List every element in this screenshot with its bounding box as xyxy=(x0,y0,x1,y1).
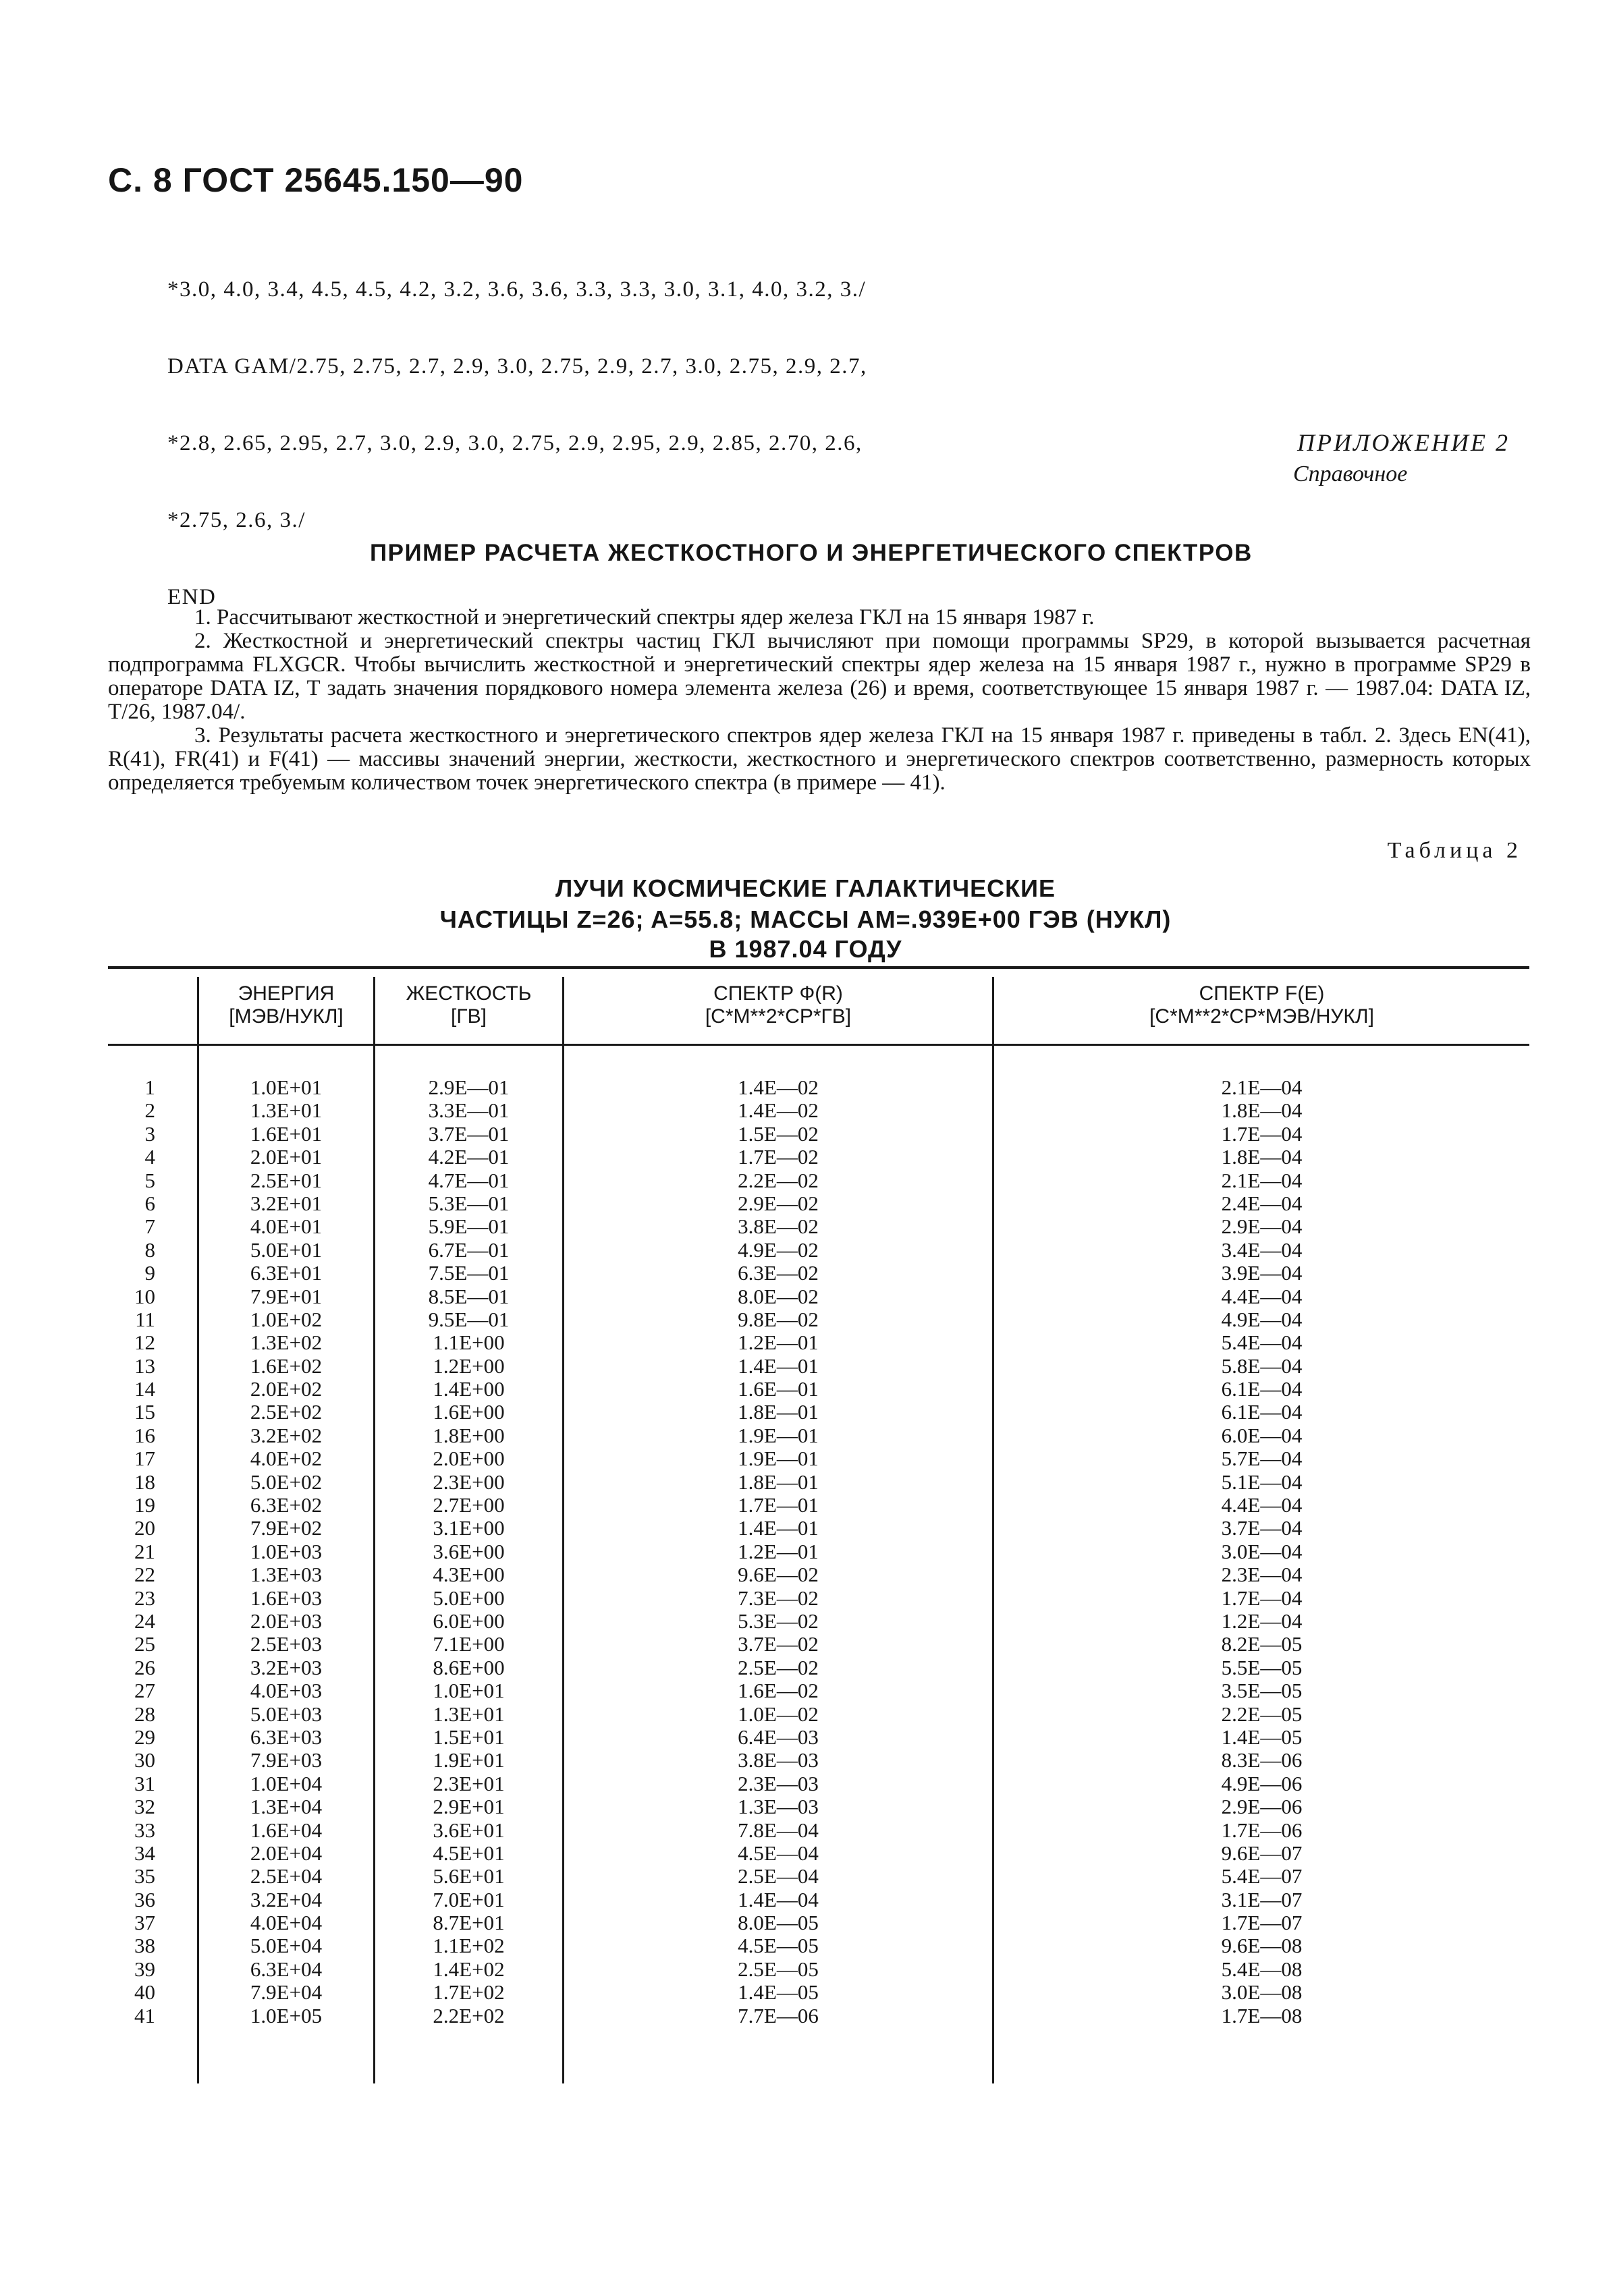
spectrum-e-cell: 2.1E—04 xyxy=(1221,1168,1303,1192)
energy-cell: 1.6E+02 xyxy=(250,1353,323,1378)
spectrum-r-cell: 1.2E—01 xyxy=(738,1331,819,1355)
spectrum-r-cell: 2.9E—02 xyxy=(738,1191,819,1215)
row-number-cell: 19 xyxy=(134,1493,155,1517)
column-spectrum-r xyxy=(564,1076,992,2027)
spectrum-e-cell: 6.1E—04 xyxy=(1221,1400,1303,1424)
rigidity-cell: 7.1E+00 xyxy=(433,1632,505,1656)
rigidity-cell: 3.6E+00 xyxy=(433,1539,505,1563)
page-header: С. 8 ГОСТ 25645.150—90 xyxy=(108,161,524,199)
table-top-rule xyxy=(108,966,1529,969)
energy-cell: 4.0E+04 xyxy=(250,1911,323,1935)
header-spectrum-r-title: СПЕКТР Ф(R) xyxy=(713,982,843,1005)
spectrum-e-cell: 4.4E—04 xyxy=(1221,1284,1303,1308)
row-number-cell: 3 xyxy=(144,1121,155,1146)
energy-cell: 5.0E+01 xyxy=(250,1237,323,1262)
energy-cell: 2.0E+03 xyxy=(250,1608,323,1633)
spectrum-e-cell: 3.1E—07 xyxy=(1221,1887,1303,1911)
table-label: Таблица 2 xyxy=(1387,838,1522,863)
spectrum-e-cell: 3.4E—04 xyxy=(1221,1237,1303,1262)
row-number-cell: 17 xyxy=(134,1447,155,1471)
code-line: *2.75, 2.6, 3./ xyxy=(167,508,306,532)
spectrum-r-cell: 1.9E—01 xyxy=(738,1423,819,1447)
appendix-subtitle: Справочное xyxy=(1293,461,1408,486)
row-number-cell: 24 xyxy=(134,1608,155,1633)
energy-cell: 2.5E+01 xyxy=(250,1168,323,1192)
rigidity-cell: 1.0E+01 xyxy=(433,1679,505,1703)
rigidity-cell: 1.4E+00 xyxy=(433,1377,505,1401)
energy-cell: 3.2E+03 xyxy=(250,1655,323,1679)
code-line: *2.8, 2.65, 2.95, 2.7, 3.0, 2.9, 3.0, 2.75, 2.9, 2.95, 2.9, 2.85, 2.70, 2.6, xyxy=(167,431,863,455)
spectrum-r-cell: 1.6E—01 xyxy=(738,1377,819,1401)
rigidity-cell: 1.4E+02 xyxy=(433,1957,505,1981)
row-number-cell: 27 xyxy=(134,1679,155,1703)
spectrum-r-cell: 1.8E—01 xyxy=(738,1400,819,1424)
spectrum-r-cell: 2.2E—02 xyxy=(738,1168,819,1192)
row-number-cell: 1 xyxy=(144,1075,155,1099)
header-spectrum-e-unit: [С*М**2*СР*МЭВ/НУКЛ] xyxy=(1149,1005,1374,1028)
energy-cell: 1.3E+03 xyxy=(250,1563,323,1587)
spectrum-r-cell: 8.0E—05 xyxy=(738,1911,819,1935)
rigidity-cell: 1.9E+01 xyxy=(433,1748,505,1772)
energy-cell: 1.0E+05 xyxy=(250,2003,323,2027)
energy-cell: 7.9E+02 xyxy=(250,1516,323,1540)
spectrum-r-cell: 2.5E—04 xyxy=(738,1864,819,1888)
energy-cell: 2.0E+01 xyxy=(250,1145,323,1169)
spectrum-e-cell: 1.7E—04 xyxy=(1221,1121,1303,1146)
rigidity-cell: 1.6E+00 xyxy=(433,1400,505,1424)
spectrum-e-cell: 9.6E—08 xyxy=(1221,1934,1303,1958)
spectrum-r-cell: 9.6E—02 xyxy=(738,1563,819,1587)
spectrum-e-cell: 5.1E—04 xyxy=(1221,1469,1303,1494)
column-energy xyxy=(199,1076,373,2027)
header-spectrum-e xyxy=(994,982,1529,1028)
energy-cell: 6.3E+04 xyxy=(250,1957,323,1981)
spectrum-e-cell: 5.4E—07 xyxy=(1221,1864,1303,1888)
energy-cell: 2.5E+03 xyxy=(250,1632,323,1656)
spectrum-r-cell: 7.7E—06 xyxy=(738,2003,819,2027)
spectrum-e-cell: 4.9E—04 xyxy=(1221,1307,1303,1331)
spectrum-e-cell: 2.1E—04 xyxy=(1221,1075,1303,1099)
spectrum-r-cell: 2.3E—03 xyxy=(738,1771,819,1795)
row-number-cell: 15 xyxy=(134,1400,155,1424)
row-number-cell: 2 xyxy=(144,1098,155,1123)
spectrum-e-cell: 2.2E—05 xyxy=(1221,1702,1303,1726)
spectrum-r-cell: 9.8E—02 xyxy=(738,1307,819,1331)
energy-cell: 7.9E+03 xyxy=(250,1748,323,1772)
spectrum-r-cell: 1.6E—02 xyxy=(738,1679,819,1703)
spectrum-e-cell: 8.2E—05 xyxy=(1221,1632,1303,1656)
row-number-cell: 8 xyxy=(144,1237,155,1262)
rigidity-cell: 5.6E+01 xyxy=(433,1864,505,1888)
spectrum-e-cell: 5.7E—04 xyxy=(1221,1447,1303,1471)
spectrum-e-cell: 5.8E—04 xyxy=(1221,1353,1303,1378)
energy-cell: 1.0E+04 xyxy=(250,1771,323,1795)
energy-cell: 4.0E+02 xyxy=(250,1447,323,1471)
spectrum-r-cell: 7.3E—02 xyxy=(738,1586,819,1610)
rigidity-cell: 2.7E+00 xyxy=(433,1493,505,1517)
row-number-cell: 16 xyxy=(134,1423,155,1447)
rigidity-cell: 3.6E+01 xyxy=(433,1818,505,1842)
energy-cell: 1.3E+01 xyxy=(250,1098,323,1123)
spectrum-e-cell: 1.4E—05 xyxy=(1221,1725,1303,1749)
energy-cell: 5.0E+02 xyxy=(250,1469,323,1494)
row-number-cell: 41 xyxy=(134,2003,155,2027)
row-number-cell: 6 xyxy=(144,1191,155,1215)
row-number-cell: 7 xyxy=(144,1214,155,1239)
energy-cell: 1.3E+02 xyxy=(250,1331,323,1355)
code-block xyxy=(167,225,867,636)
spectrum-e-cell: 3.9E—04 xyxy=(1221,1261,1303,1285)
row-number-cell: 38 xyxy=(134,1934,155,1958)
spectrum-e-cell: 1.8E—04 xyxy=(1221,1145,1303,1169)
rigidity-cell: 6.7E—01 xyxy=(428,1237,510,1262)
spectrum-e-cell: 1.7E—07 xyxy=(1221,1911,1303,1935)
header-rigidity-unit: [ГВ] xyxy=(451,1005,487,1028)
spectrum-e-cell: 4.4E—04 xyxy=(1221,1493,1303,1517)
row-number-cell: 31 xyxy=(134,1771,155,1795)
energy-cell: 6.3E+01 xyxy=(250,1261,323,1285)
spectrum-r-cell: 4.5E—05 xyxy=(738,1934,819,1958)
spectrum-r-cell: 1.4E—01 xyxy=(738,1516,819,1540)
row-number-cell: 30 xyxy=(134,1748,155,1772)
row-number-cell: 11 xyxy=(135,1307,155,1331)
spectrum-e-cell: 6.1E—04 xyxy=(1221,1377,1303,1401)
spectrum-e-cell: 1.2E—04 xyxy=(1221,1608,1303,1633)
row-number-cell: 40 xyxy=(134,1980,155,2005)
spectrum-e-cell: 2.9E—04 xyxy=(1221,1214,1303,1239)
spectrum-e-cell: 2.3E—04 xyxy=(1221,1563,1303,1587)
row-number-cell: 25 xyxy=(134,1632,155,1656)
spectrum-e-cell: 1.7E—08 xyxy=(1221,2003,1303,2027)
energy-cell: 1.3E+04 xyxy=(250,1795,323,1819)
rigidity-cell: 1.2E+00 xyxy=(433,1353,505,1378)
energy-cell: 1.6E+01 xyxy=(250,1121,323,1146)
spectrum-e-cell: 3.0E—08 xyxy=(1221,1980,1303,2005)
energy-cell: 3.2E+04 xyxy=(250,1887,323,1911)
row-number-cell: 22 xyxy=(134,1563,155,1587)
header-energy-unit: [МЭВ/НУКЛ] xyxy=(229,1005,344,1028)
spectrum-r-cell: 4.5E—04 xyxy=(738,1841,819,1865)
column-rigidity xyxy=(375,1076,562,2027)
spectrum-e-cell: 6.0E—04 xyxy=(1221,1423,1303,1447)
header-energy xyxy=(199,982,373,1028)
rigidity-cell: 4.7E—01 xyxy=(428,1168,510,1192)
spectrum-r-cell: 8.0E—02 xyxy=(738,1284,819,1308)
spectrum-e-cell: 2.4E—04 xyxy=(1221,1191,1303,1215)
spectrum-e-cell: 3.5E—05 xyxy=(1221,1679,1303,1703)
spectrum-e-cell: 1.8E—04 xyxy=(1221,1098,1303,1123)
spectrum-r-cell: 6.3E—02 xyxy=(738,1261,819,1285)
rigidity-cell: 5.3E—01 xyxy=(428,1191,510,1215)
energy-cell: 6.3E+03 xyxy=(250,1725,323,1749)
spectrum-r-cell: 3.8E—03 xyxy=(738,1748,819,1772)
table-caption-line3: В 1987.04 ГОДУ xyxy=(709,935,902,963)
row-number-cell: 12 xyxy=(134,1331,155,1355)
code-line: *3.0, 4.0, 3.4, 4.5, 4.5, 4.2, 3.2, 3.6, 3.6, 3.3, 3.3, 3.0, 3.1, 4.0, 3.2, 3./ xyxy=(167,277,867,302)
row-number-cell: 14 xyxy=(134,1377,155,1401)
rigidity-cell: 6.0E+00 xyxy=(433,1608,505,1633)
header-rigidity xyxy=(375,982,562,1028)
spectrum-e-cell: 4.9E—06 xyxy=(1221,1771,1303,1795)
rigidity-cell: 4.5E+01 xyxy=(433,1841,505,1865)
energy-cell: 3.2E+02 xyxy=(250,1423,323,1447)
rigidity-cell: 2.0E+00 xyxy=(433,1447,505,1471)
row-number-cell: 21 xyxy=(134,1539,155,1563)
row-number-cell: 34 xyxy=(134,1841,155,1865)
paragraph-1: 1. Рассчитывают жесткостной и энергетический спектры ядер железа ГКЛ на 15 января 1987 г. xyxy=(194,605,1095,629)
row-number-cell: 13 xyxy=(134,1353,155,1378)
row-number-cell: 18 xyxy=(134,1469,155,1494)
header-rigidity-title: ЖЕСТКОСТЬ xyxy=(406,982,532,1005)
spectrum-r-cell: 7.8E—04 xyxy=(738,1818,819,1842)
rigidity-cell: 2.3E+01 xyxy=(433,1771,505,1795)
spectrum-e-cell: 8.3E—06 xyxy=(1221,1748,1303,1772)
spectrum-r-cell: 1.5E—02 xyxy=(738,1121,819,1146)
spectrum-e-cell: 3.7E—04 xyxy=(1221,1516,1303,1540)
spectrum-r-cell: 1.7E—02 xyxy=(738,1145,819,1169)
spectrum-e-cell: 3.0E—04 xyxy=(1221,1539,1303,1563)
energy-cell: 2.5E+04 xyxy=(250,1864,323,1888)
rigidity-cell: 7.0E+01 xyxy=(433,1887,505,1911)
energy-cell: 2.0E+02 xyxy=(250,1377,323,1401)
rigidity-cell: 4.2E—01 xyxy=(428,1145,510,1169)
spectrum-r-cell: 1.4E—05 xyxy=(738,1980,819,2005)
energy-cell: 4.0E+01 xyxy=(250,1214,323,1239)
energy-cell: 3.2E+01 xyxy=(250,1191,323,1215)
energy-cell: 5.0E+03 xyxy=(250,1702,323,1726)
spectrum-r-cell: 1.0E—02 xyxy=(738,1702,819,1726)
section-title: ПРИМЕР РАСЧЕТА ЖЕСТКОСТНОГО И ЭНЕРГЕТИЧЕСКОГО СПЕКТРОВ xyxy=(370,540,1253,566)
rigidity-cell: 8.5E—01 xyxy=(428,1284,510,1308)
paragraph-2: 2. Жесткостной и энергетический спектры частиц ГКЛ вычисляют при помощи программы SP29, в которой вызывается расчетная подпрограмма FLXGCR. Чтобы вычислить жесткостной и энергетический спектры ядер железа на 15 января 1987 г., нужно в программе SP29 в операторе DATA IZ, T задать значения порядкового номера элемента железа (26) и время, соответствующее 15 января 1987 г. — 1987.04: DATA IZ, T/26, 1987.04/. xyxy=(108,629,1531,724)
row-number-cell: 23 xyxy=(134,1586,155,1610)
spectrum-r-cell: 5.3E—02 xyxy=(738,1608,819,1633)
body-text xyxy=(108,606,1531,795)
table-caption-line2: ЧАСТИЦЫ Z=26; A=55.8; МАССЫ АМ=.939Е+00 ГЭВ (НУКЛ) xyxy=(439,905,1172,933)
column-row-number xyxy=(108,1076,155,2027)
row-number-cell: 37 xyxy=(134,1911,155,1935)
row-number-cell: 28 xyxy=(134,1702,155,1726)
paragraph-3: 3. Результаты расчета жесткостного и энергетического спектров ядер железа ГКЛ на 15 января 1987 г. приведены в табл. 2. Здесь EN(41), R(41), FR(41) и F(41) — массивы значений энергии, жесткости, жесткостного и энергетического спектров соответственно, размерность которых определяется требуемым количеством точек энергетического спектра (в примере — 41). xyxy=(108,723,1531,795)
spectrum-e-cell: 2.9E—06 xyxy=(1221,1795,1303,1819)
spectrum-r-cell: 1.7E—01 xyxy=(738,1493,819,1517)
spectrum-r-cell: 1.9E—01 xyxy=(738,1447,819,1471)
header-spectrum-r xyxy=(564,982,992,1028)
spectrum-r-cell: 1.2E—01 xyxy=(738,1539,819,1563)
rigidity-cell: 1.8E+00 xyxy=(433,1423,505,1447)
spectrum-r-cell: 1.8E—01 xyxy=(738,1469,819,1494)
rigidity-cell: 7.5E—01 xyxy=(428,1261,510,1285)
rigidity-cell: 1.1E+02 xyxy=(433,1934,505,1958)
spectrum-e-cell: 5.5E—05 xyxy=(1221,1655,1303,1679)
row-number-cell: 10 xyxy=(134,1284,155,1308)
energy-cell: 1.0E+03 xyxy=(250,1539,323,1563)
spectrum-e-cell: 1.7E—06 xyxy=(1221,1818,1303,1842)
column-spectrum-e xyxy=(994,1076,1529,2027)
spectrum-r-cell: 2.5E—02 xyxy=(738,1655,819,1679)
header-spectrum-r-unit: [С*М**2*СР*ГВ] xyxy=(705,1005,852,1028)
spectrum-r-cell: 3.7E—02 xyxy=(738,1632,819,1656)
row-number-cell: 20 xyxy=(134,1516,155,1540)
row-number-cell: 33 xyxy=(134,1818,155,1842)
energy-cell: 2.5E+02 xyxy=(250,1400,323,1424)
energy-cell: 7.9E+01 xyxy=(250,1284,323,1308)
row-number-cell: 9 xyxy=(144,1261,155,1285)
rigidity-cell: 8.6E+00 xyxy=(433,1655,505,1679)
row-number-cell: 35 xyxy=(134,1864,155,1888)
energy-cell: 1.0E+02 xyxy=(250,1307,323,1331)
spectrum-r-cell: 1.4E—04 xyxy=(738,1887,819,1911)
code-line: DATA GAM/2.75, 2.75, 2.7, 2.9, 3.0, 2.75, 2.9, 2.7, 3.0, 2.75, 2.9, 2.7, xyxy=(167,354,867,379)
row-number-cell: 29 xyxy=(134,1725,155,1749)
energy-cell: 1.6E+04 xyxy=(250,1818,323,1842)
spectrum-r-cell: 6.4E—03 xyxy=(738,1725,819,1749)
spectrum-e-cell: 5.4E—08 xyxy=(1221,1957,1303,1981)
spectrum-e-cell: 1.7E—04 xyxy=(1221,1586,1303,1610)
spectrum-r-cell: 1.3E—03 xyxy=(738,1795,819,1819)
energy-cell: 6.3E+02 xyxy=(250,1493,323,1517)
row-number-cell: 32 xyxy=(134,1795,155,1819)
rigidity-cell: 8.7E+01 xyxy=(433,1911,505,1935)
energy-cell: 2.0E+04 xyxy=(250,1841,323,1865)
rigidity-cell: 4.3E+00 xyxy=(433,1563,505,1587)
rigidity-cell: 5.9E—01 xyxy=(428,1214,510,1239)
spectrum-r-cell: 4.9E—02 xyxy=(738,1237,819,1262)
row-number-cell: 4 xyxy=(144,1145,155,1169)
spectrum-r-cell: 1.4E—02 xyxy=(738,1098,819,1123)
rigidity-cell: 5.0E+00 xyxy=(433,1586,505,1610)
code-line: END xyxy=(167,585,217,609)
rigidity-cell: 3.3E—01 xyxy=(428,1098,510,1123)
header-energy-title: ЭНЕРГИЯ xyxy=(238,982,335,1005)
rigidity-cell: 1.1E+00 xyxy=(433,1331,505,1355)
spectrum-e-cell: 9.6E—07 xyxy=(1221,1841,1303,1865)
energy-cell: 4.0E+03 xyxy=(250,1679,323,1703)
spectrum-e-cell: 5.4E—04 xyxy=(1221,1331,1303,1355)
rigidity-cell: 1.3E+01 xyxy=(433,1702,505,1726)
table-header-rule xyxy=(108,1044,1529,1046)
energy-cell: 5.0E+04 xyxy=(250,1934,323,1958)
rigidity-cell: 9.5E—01 xyxy=(428,1307,510,1331)
energy-cell: 7.9E+04 xyxy=(250,1980,323,2005)
appendix-title: ПРИЛОЖЕНИЕ 2 xyxy=(1297,429,1510,456)
energy-cell: 1.0E+01 xyxy=(250,1075,323,1099)
rigidity-cell: 2.9E+01 xyxy=(433,1795,505,1819)
rigidity-cell: 3.1E+00 xyxy=(433,1516,505,1540)
spectrum-r-cell: 2.5E—05 xyxy=(738,1957,819,1981)
table-caption-line1: ЛУЧИ КОСМИЧЕСКИЕ ГАЛАКТИЧЕСКИЕ xyxy=(555,874,1056,902)
row-number-cell: 36 xyxy=(134,1887,155,1911)
rigidity-cell: 2.3E+00 xyxy=(433,1469,505,1494)
row-number-cell: 5 xyxy=(144,1168,155,1192)
rigidity-cell: 1.5E+01 xyxy=(433,1725,505,1749)
row-number-cell: 26 xyxy=(134,1655,155,1679)
spectrum-r-cell: 1.4E—02 xyxy=(738,1075,819,1099)
energy-cell: 1.6E+03 xyxy=(250,1586,323,1610)
rigidity-cell: 3.7E—01 xyxy=(428,1121,510,1146)
spectrum-r-cell: 3.8E—02 xyxy=(738,1214,819,1239)
spectrum-r-cell: 1.4E—01 xyxy=(738,1353,819,1378)
header-spectrum-e-title: СПЕКТР F(E) xyxy=(1199,982,1325,1005)
rigidity-cell: 1.7E+02 xyxy=(433,1980,505,2005)
rigidity-cell: 2.9E—01 xyxy=(428,1075,510,1099)
row-number-cell: 39 xyxy=(134,1957,155,1981)
rigidity-cell: 2.2E+02 xyxy=(433,2003,505,2027)
